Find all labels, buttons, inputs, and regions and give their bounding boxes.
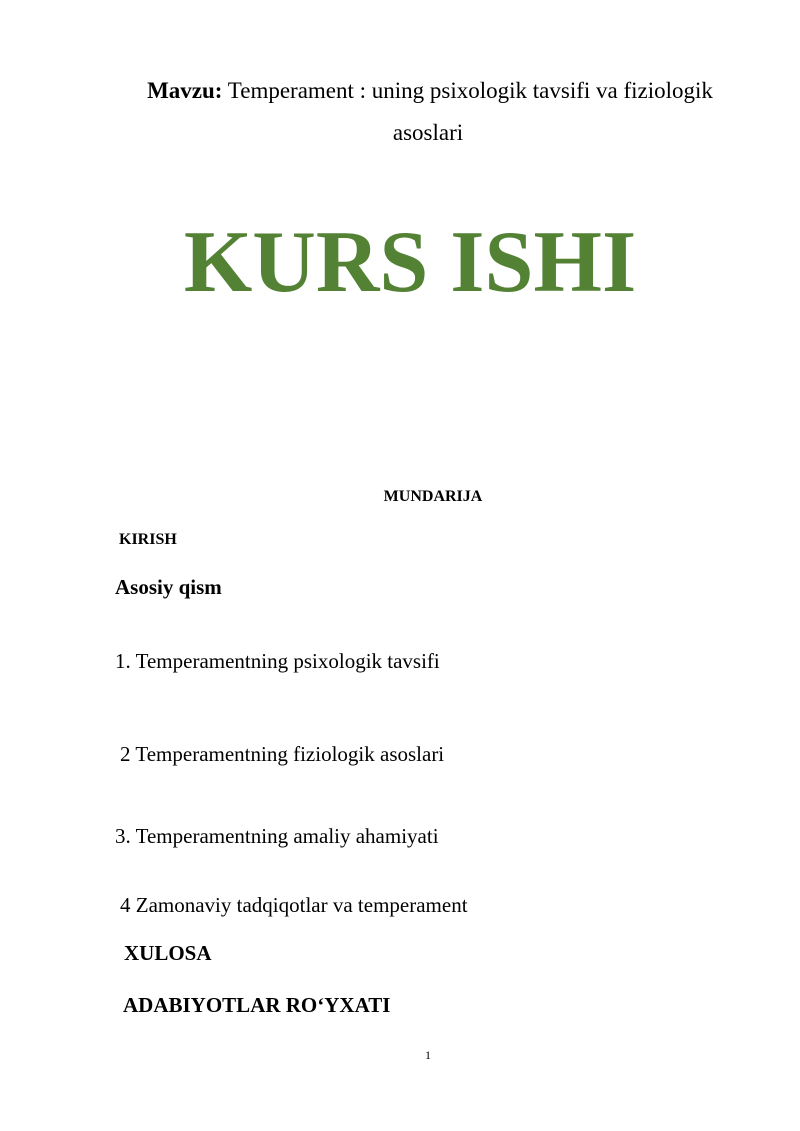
document-type-title: KURS ISHI: [183, 214, 637, 311]
toc-item: 2 Temperamentning fiziologik asoslari: [120, 742, 445, 766]
toc-introduction: KIRISH: [119, 531, 177, 548]
toc-item: 4 Zamonaviy tadqiqotlar va temperament: [120, 893, 468, 917]
topic-text: Temperament : uning psixologik tavsifi va fiziologik: [222, 78, 713, 103]
toc-references: ADABIYOTLAR RO‘YXATI: [123, 993, 391, 1017]
toc-heading: MUNDARIJA: [383, 488, 483, 505]
topic-text-continued: asoslari: [392, 120, 464, 145]
toc-item: 1. Temperamentning psixologik tavsifi: [115, 649, 440, 673]
toc-main-part: Asosiy qism: [115, 575, 222, 599]
toc-conclusion: XULOSA: [124, 941, 212, 965]
topic-line: [0, 76, 800, 106]
toc-item: 3. Temperamentning amaliy ahamiyati: [115, 824, 439, 848]
topic-label: Mavzu:: [147, 78, 223, 103]
page-number: 1: [425, 1048, 431, 1062]
